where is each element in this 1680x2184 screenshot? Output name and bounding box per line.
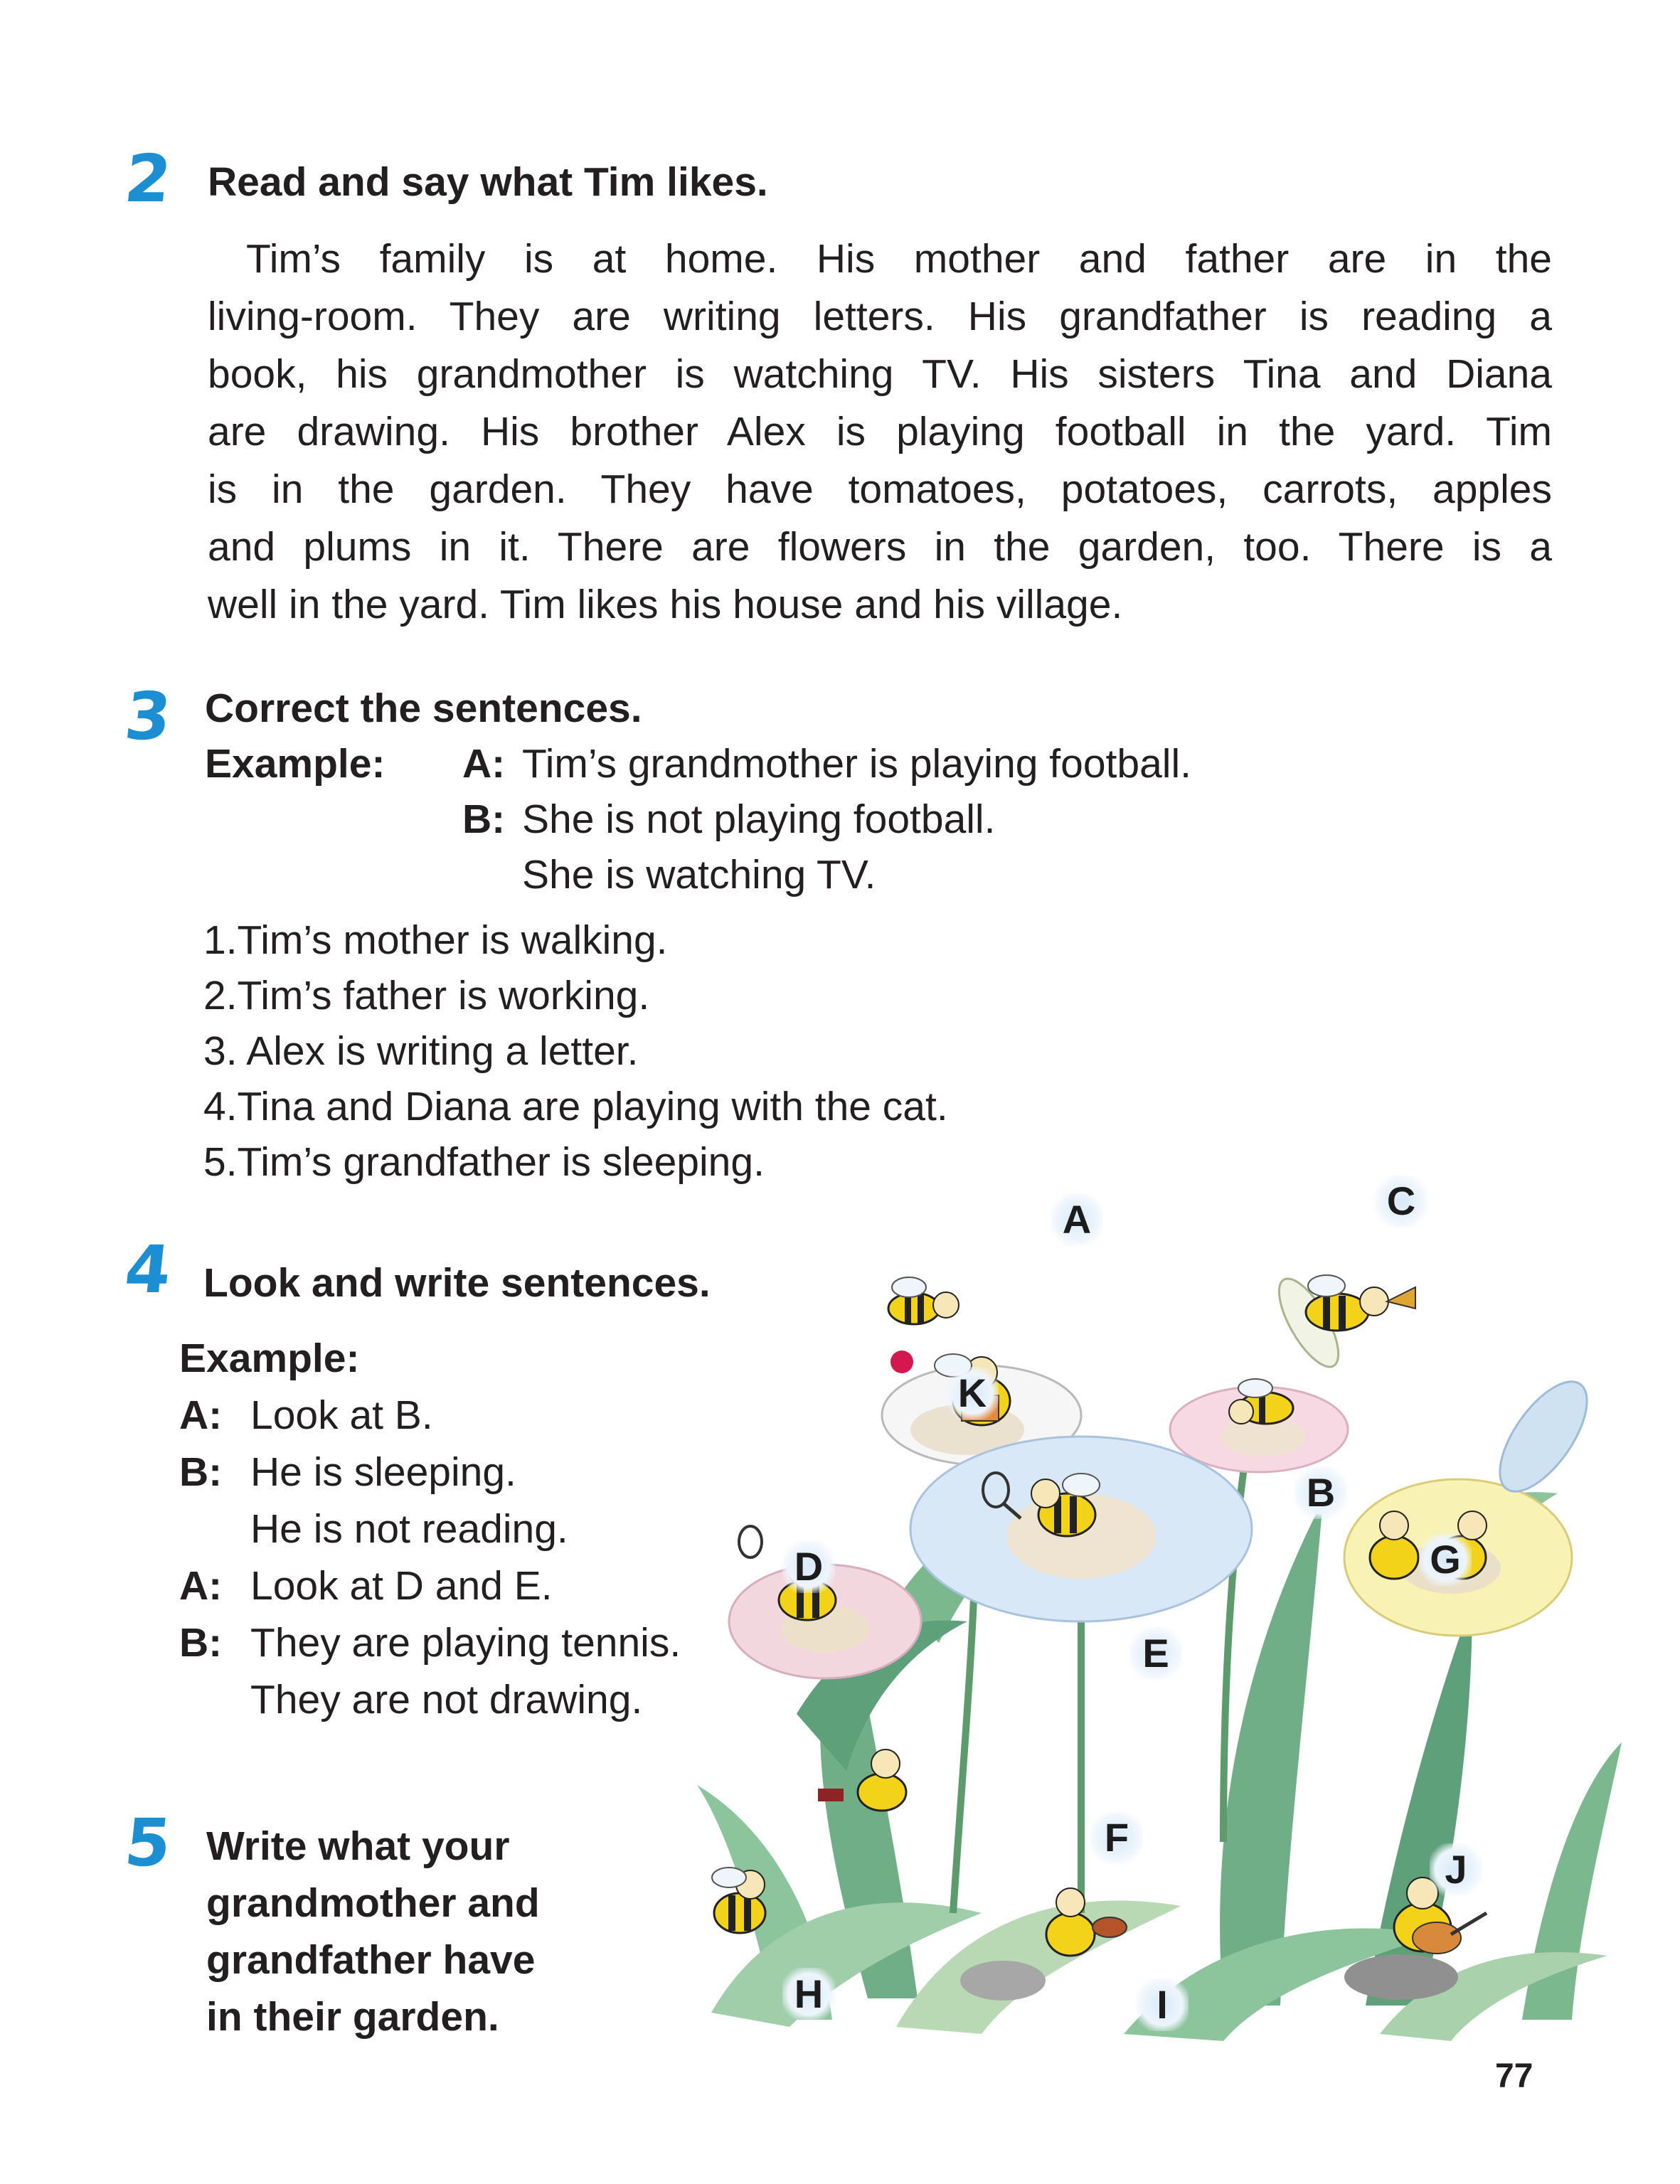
- page-number: 77: [1495, 2057, 1533, 2095]
- sentence-item: 4.Tina and Diana are playing with the cat.: [203, 1084, 948, 1129]
- sentence-item: 2.Tim’s father is working.: [203, 973, 650, 1018]
- example-line: She is watching TV.: [522, 852, 876, 897]
- exercise-5-line: grandfather have: [206, 1937, 536, 1983]
- label-c: C: [1375, 1175, 1428, 1227]
- label-e: E: [1129, 1627, 1182, 1680]
- text-line: well in the yard. Tim likes his house and his village.: [208, 582, 1123, 627]
- text-line: are drawing. His brother Alex is playing football in the yard. Tim: [208, 409, 1552, 454]
- exercise-number-3: 3: [121, 678, 175, 755]
- label-a: A: [1051, 1193, 1103, 1246]
- example-line: Tim’s grandmother is playing football.: [522, 741, 1191, 787]
- dialogue-line: He is not reading.: [250, 1506, 568, 1552]
- label-k: K: [946, 1367, 999, 1419]
- sentence-item: 1.Tim’s mother is walking.: [203, 917, 668, 963]
- exercise-2-instruction: Read and say what Tim likes.: [208, 159, 768, 205]
- speaker-a: A:: [179, 1563, 223, 1609]
- example-label: Example:: [205, 741, 386, 787]
- sentence-item: 5.Tim’s grandfather is sleeping.: [203, 1139, 765, 1185]
- text-line: is in the garden. They have tomatoes, potatoes, carrots, apples: [208, 467, 1552, 512]
- dialogue-line: They are playing tennis.: [250, 1620, 681, 1666]
- label-j: J: [1430, 1843, 1482, 1896]
- exercise-number-4: 4: [121, 1232, 175, 1308]
- exercise-3-instruction: Correct the sentences.: [205, 686, 642, 731]
- example-line: She is not playing football.: [522, 797, 996, 842]
- text-line: and plums in it. There are flowers in the garden, too. There is a: [208, 524, 1552, 570]
- dialogue-line: They are not drawing.: [250, 1677, 643, 1722]
- exercise-2-text: [208, 230, 1552, 634]
- label-i: I: [1136, 1978, 1189, 2031]
- sentence-item: 3. Alex is writing a letter.: [203, 1028, 639, 1074]
- text-line: book, his grandmother is watching TV. His sisters Tina and Diana: [208, 351, 1552, 397]
- dialogue-line: Look at D and E.: [250, 1563, 553, 1609]
- speaker-b: B:: [179, 1620, 223, 1666]
- label-b: B: [1294, 1466, 1347, 1519]
- exercise-4-instruction: Look and write sentences.: [203, 1260, 711, 1306]
- exercise-5-line: Write what your: [206, 1823, 510, 1869]
- dialogue-line: Look at B.: [250, 1392, 433, 1438]
- bee-h: [712, 1868, 765, 1933]
- speaker-b: B:: [462, 797, 506, 842]
- label-d: D: [782, 1540, 835, 1593]
- exercise-5-line: grandmother and: [206, 1880, 540, 1926]
- speaker-a: A:: [462, 741, 506, 787]
- label-g: G: [1419, 1533, 1472, 1586]
- text-line: Tim’s family is at home. His mother and father are in the: [246, 236, 1552, 282]
- speaker-b: B:: [179, 1449, 223, 1495]
- exercise-number-2: 2: [121, 141, 175, 217]
- example-label: Example:: [179, 1336, 360, 1381]
- label-h: H: [782, 1968, 835, 2020]
- exercise-5-line: in their garden.: [206, 1994, 499, 2040]
- exercise-number-5: 5: [121, 1805, 175, 1881]
- label-f: F: [1090, 1811, 1143, 1864]
- speaker-a: A:: [179, 1392, 223, 1438]
- dialogue-line: He is sleeping.: [250, 1449, 516, 1495]
- text-line: living-room. They are writing letters. His grandfather is reading a: [208, 294, 1552, 339]
- garden-illustration: [683, 1178, 1629, 2052]
